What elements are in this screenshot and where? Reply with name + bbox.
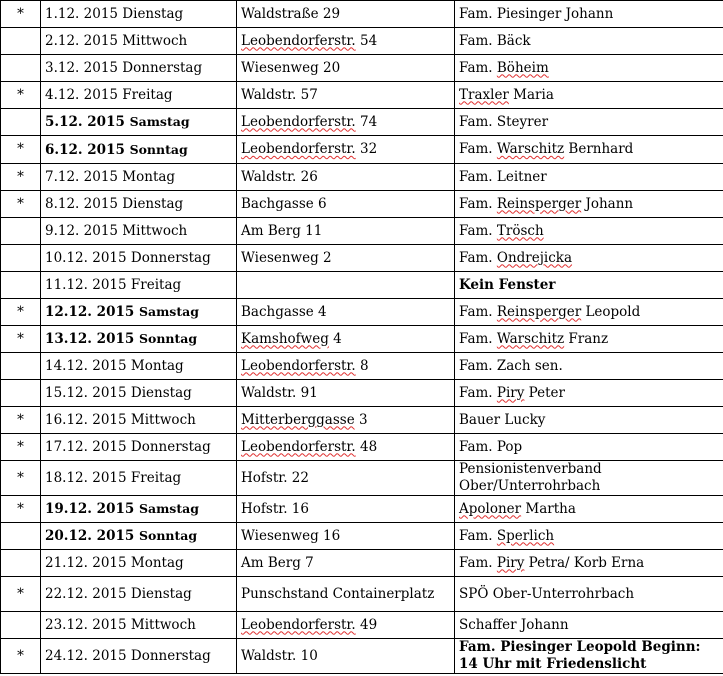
address-cell: Leobendorferstr. 49 [237,612,455,639]
table-row [1,326,723,353]
date-cell [41,164,237,191]
weekday-text: Dienstag [122,5,184,22]
table-row [1,496,723,523]
mark-cell [1,109,41,136]
date-cell [41,434,237,461]
date-cell [41,55,237,82]
table-row [1,639,723,674]
date-cell [41,299,237,326]
weekday-text: Mittwoch [130,411,196,428]
address-cell: Leobendorferstr. 48 [237,434,455,461]
mark-cell: * [1,164,41,191]
date-text: 7.12. 2015 [45,168,118,185]
date-cell [41,496,237,523]
table-row [1,109,723,136]
date-cell [41,550,237,577]
date-text: 2.12. 2015 [45,32,118,49]
weekday-text: Freitag [130,469,182,486]
mark-cell [1,272,41,299]
date-text: 12.12. 2015 [45,304,135,320]
family-cell: Fam. Reinsperger Leopold [455,299,723,326]
family-cell: Fam. Warschitz Bernhard [455,136,723,164]
family-cell: Schaffer Johann [455,612,723,639]
weekday-text: Montag [130,357,184,374]
date-text: 8.12. 2015 [45,195,118,212]
date-text: 16.12. 2015 [45,411,127,428]
date-text: 13.12. 2015 [45,331,135,347]
family-cell: Fam. Piesinger Leopold Beginn: 14 Uhr mit Friedenslicht [455,639,723,674]
weekday-text: Freitag [122,86,173,103]
date-cell [41,136,237,164]
family-cell: Fam. Böheim [455,55,723,82]
weekday-text: Mittwoch [130,616,196,633]
date-text: 5.12. 2015 [45,114,125,130]
date-text: 3.12. 2015 [45,59,118,76]
address-cell: Bachgasse 6 [237,191,455,218]
family-cell: Fam. Leitner [455,164,723,191]
weekday-text: Sonntag [138,331,198,346]
weekday-text: Samstag [138,501,199,516]
family-cell: Fam. Bäck [455,28,723,55]
weekday-text: Freitag [130,276,182,293]
date-cell [41,523,237,550]
address-cell: Wiesenweg 16 [237,523,455,550]
family-cell: Fam. Piry Petra/ Korb Erna [455,550,723,577]
date-cell [41,577,237,612]
table-row [1,461,723,496]
date-text: 18.12. 2015 [45,469,127,486]
table-row [1,353,723,380]
family-cell: SPÖ Ober-Unterrohrbach [455,577,723,612]
table-row [1,28,723,55]
mark-cell: * [1,577,41,612]
mark-cell: * [1,461,41,496]
mark-cell: * [1,1,41,28]
mark-cell [1,550,41,577]
table-row [1,164,723,191]
family-cell: Fam. Trösch [455,218,723,245]
date-cell [41,28,237,55]
weekday-text: Donnerstag [122,59,203,76]
table-row [1,434,723,461]
weekday-text: Montag [122,168,176,185]
weekday-text: Samstag [138,304,199,319]
date-text: 23.12. 2015 [45,616,127,633]
mark-cell: * [1,82,41,109]
date-cell [41,191,237,218]
date-text: 21.12. 2015 [45,554,127,571]
table-row [1,577,723,612]
address-cell: Bachgasse 4 [237,299,455,326]
date-cell [41,326,237,353]
family-cell: Fam. Warschitz Franz [455,326,723,353]
weekday-text: Montag [130,554,184,571]
address-cell: Leobendorferstr. 8 [237,353,455,380]
mark-cell [1,380,41,407]
weekday-text: Donnerstag [130,249,211,266]
date-cell [41,407,237,434]
mark-cell [1,612,41,639]
family-cell: Fam. Piesinger Johann [455,1,723,28]
family-cell: Fam. Reinsperger Johann [455,191,723,218]
weekday-text: Donnerstag [130,647,211,664]
table-row [1,82,723,109]
address-cell: Punschstand Containerplatz [237,577,455,612]
weekday-text: Sonntag [138,528,198,543]
address-cell: Wiesenweg 20 [237,55,455,82]
mark-cell: * [1,496,41,523]
address-cell: Hofstr. 22 [237,461,455,496]
date-text: 6.12. 2015 [45,141,125,158]
date-cell [41,272,237,299]
address-cell: Am Berg 11 [237,218,455,245]
address-cell: Leobendorferstr. 74 [237,109,455,136]
mark-cell [1,218,41,245]
address-cell [237,272,455,299]
weekday-text: Sonntag [129,141,188,157]
date-cell [41,109,237,136]
mark-cell [1,523,41,550]
table-row [1,136,723,164]
date-text: 4.12. 2015 [45,86,118,103]
family-cell: Bauer Lucky [455,407,723,434]
date-text: 22.12. 2015 [45,585,127,602]
family-cell: Fam. Pop [455,434,723,461]
date-cell [41,218,237,245]
weekday-text: Mittwoch [122,32,188,49]
table-row [1,55,723,82]
address-cell: Waldstraße 29 [237,1,455,28]
mark-cell: * [1,191,41,218]
mark-cell: * [1,299,41,326]
address-cell: Kamshofweg 4 [237,326,455,353]
weekday-text: Samstag [129,114,190,129]
table-row [1,1,723,28]
table-row [1,191,723,218]
address-cell: Waldstr. 26 [237,164,455,191]
mark-cell [1,353,41,380]
date-cell [41,380,237,407]
weekday-text: Mittwoch [122,222,188,239]
mark-cell: * [1,407,41,434]
address-cell: Leobendorferstr. 54 [237,28,455,55]
date-cell [41,245,237,272]
date-text: 15.12. 2015 [45,384,127,401]
date-text: 17.12. 2015 [45,438,127,455]
date-text: 11.12. 2015 [45,276,127,293]
address-cell: Waldstr. 10 [237,639,455,674]
mark-cell: * [1,639,41,674]
address-cell: Waldstr. 57 [237,82,455,109]
family-cell: Fam. Zach sen. [455,353,723,380]
address-cell: Am Berg 7 [237,550,455,577]
date-cell [41,639,237,674]
mark-cell: * [1,326,41,353]
date-text: 20.12. 2015 [45,528,135,544]
table-row [1,380,723,407]
address-cell: Leobendorferstr. 32 [237,136,455,164]
weekday-text: Dienstag [130,384,192,401]
weekday-text: Dienstag [130,585,192,602]
date-cell [41,353,237,380]
family-cell: Fam. Piry Peter [455,380,723,407]
table-row [1,612,723,639]
date-cell [41,612,237,639]
date-text: 24.12. 2015 [45,647,127,664]
date-cell [41,82,237,109]
date-text: 19.12. 2015 [45,501,135,517]
table-row [1,218,723,245]
date-text: 14.12. 2015 [45,357,127,374]
date-cell [41,461,237,496]
family-cell: Kein Fenster [455,272,723,299]
mark-cell [1,245,41,272]
mark-cell [1,28,41,55]
family-cell: Traxler Maria [455,82,723,109]
family-cell: Fam. Ondrejicka [455,245,723,272]
table-row [1,407,723,434]
mark-cell: * [1,136,41,164]
family-cell: Fam. Steyrer [455,109,723,136]
address-cell: Hofstr. 16 [237,496,455,523]
date-text: 9.12. 2015 [45,222,118,239]
mark-cell: * [1,434,41,461]
table-row [1,299,723,326]
table-row [1,523,723,550]
schedule-body [1,1,723,674]
family-cell: Pensionistenverband Ober/Unterrohrbach [455,461,723,496]
family-cell: Apoloner Martha [455,496,723,523]
table-row [1,550,723,577]
address-cell: Waldstr. 91 [237,380,455,407]
table-row [1,272,723,299]
family-cell: Fam. Sperlich [455,523,723,550]
weekday-text: Donnerstag [130,438,211,455]
address-cell: Mitterberggasse 3 [237,407,455,434]
date-text: 10.12. 2015 [45,249,127,266]
weekday-text: Dienstag [122,195,184,212]
table-row [1,245,723,272]
address-cell: Wiesenweg 2 [237,245,455,272]
date-text: 1.12. 2015 [45,5,118,22]
date-cell [41,1,237,28]
mark-cell [1,55,41,82]
